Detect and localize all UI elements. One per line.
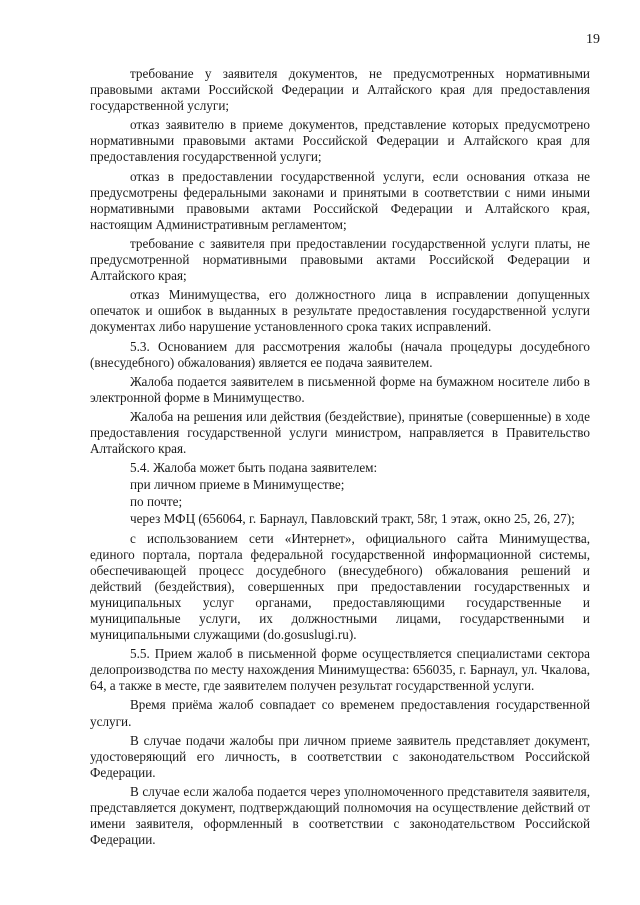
paragraph-fee-requirement: требование с заявителя при предоставлении государственной услуги платы, не предусмотренной нормативными правовыми актами Российской Федерации и Алтайского края; <box>90 235 590 284</box>
paragraph-correction-refusal: отказ Минимущества, его должностного лица в исправлении допущенных опечаток и ошибок в выданных в результате предоставления государственной услуги документах либо нарушение установленного срока таких исправлений. <box>90 287 590 335</box>
paragraph-section-5-4: 5.4. Жалоба может быть подана заявителем: <box>130 460 378 476</box>
paragraph-section-5-3: 5.3. Основанием для рассмотрения жалобы (начала процедуры досудебного (внесудебного) обжалования) является ее подача заявителем. <box>90 338 590 370</box>
paragraph-refusal-service: отказ в предоставлении государственной услуги, если основания отказа не предусмотрены федеральными законами и принятыми в соответствии с ними иными нормативными правовыми актами Российской Федерации и Алтайского края, настоящим Административным регламентом; <box>90 168 590 232</box>
list-item-personal-reception: при личном приеме в Минимуществе; <box>130 477 345 493</box>
paragraph-requirement-documents: требование у заявителя документов, не предусмотренных нормативными правовыми актами Российской Федерации и Алтайского края для предоставления государственной услуги; <box>90 66 590 114</box>
paragraph-reception-time: Время приёма жалоб совпадает со временем предоставления государственной услуги. <box>90 697 590 729</box>
paragraph-personal-id: В случае подачи жалобы при личном приеме заявитель представляет документ, удостоверяющий его личность, в соответствии с законодательством Российской Федерации. <box>90 732 590 780</box>
list-item-by-mail: по почте; <box>130 494 183 510</box>
document-body <box>90 66 590 851</box>
paragraph-complaint-submission: Жалоба подается заявителем в письменной форме на бумажном носителе либо в электронной форме в Минимущество. <box>90 373 590 405</box>
paragraph-section-5-5: 5.5. Прием жалоб в письменной форме осуществляется специалистами сектора делопроизводства по месту нахождения Минимущества: 656035, г. Барнаул, ул. Чкалова, 64, а также в месте, где заявителем получен результат государственной услуги. <box>90 646 590 694</box>
paragraph-representative: В случае если жалоба подается через уполномоченного представителя заявителя, представляется документ, подтверждающий полномочия на осуществление действий от имени заявителя, оформленный в соответствии с законодательством Российской Федерации. <box>90 783 590 848</box>
paragraph-complaint-minister: Жалоба на решения или действия (бездействие), принятые (совершенные) в ходе предоставления государственной услуги министром, направляется в Правительство Алтайского края. <box>90 408 590 457</box>
paragraph-refusal-acceptance: отказ заявителю в приеме документов, представление которых предусмотрено нормативными правовыми актами Российской Федерации и Алтайского края для предоставления государственной услуги; <box>90 117 590 165</box>
page-number: 19 <box>586 32 600 47</box>
list-item-mfc: через МФЦ (656064, г. Барнаул, Павловский тракт, 58г, 1 этаж, окно 25, 26, 27); <box>130 511 575 527</box>
list-item-internet: с использованием сети «Интернет», официального сайта Минимущества, единого портала, портала федеральной государственной информационной системы, обеспечивающей процесс досудебного (внесудебного) обжалования решений и действий (бездействия), совершенных при предоставлении государственных и муниципальных услуг органами, предоставляющими государственные и муниципальные услуги, их должностными лицами, государственными и муниципальными служащими (do.gosuslugi.ru). <box>90 530 590 643</box>
